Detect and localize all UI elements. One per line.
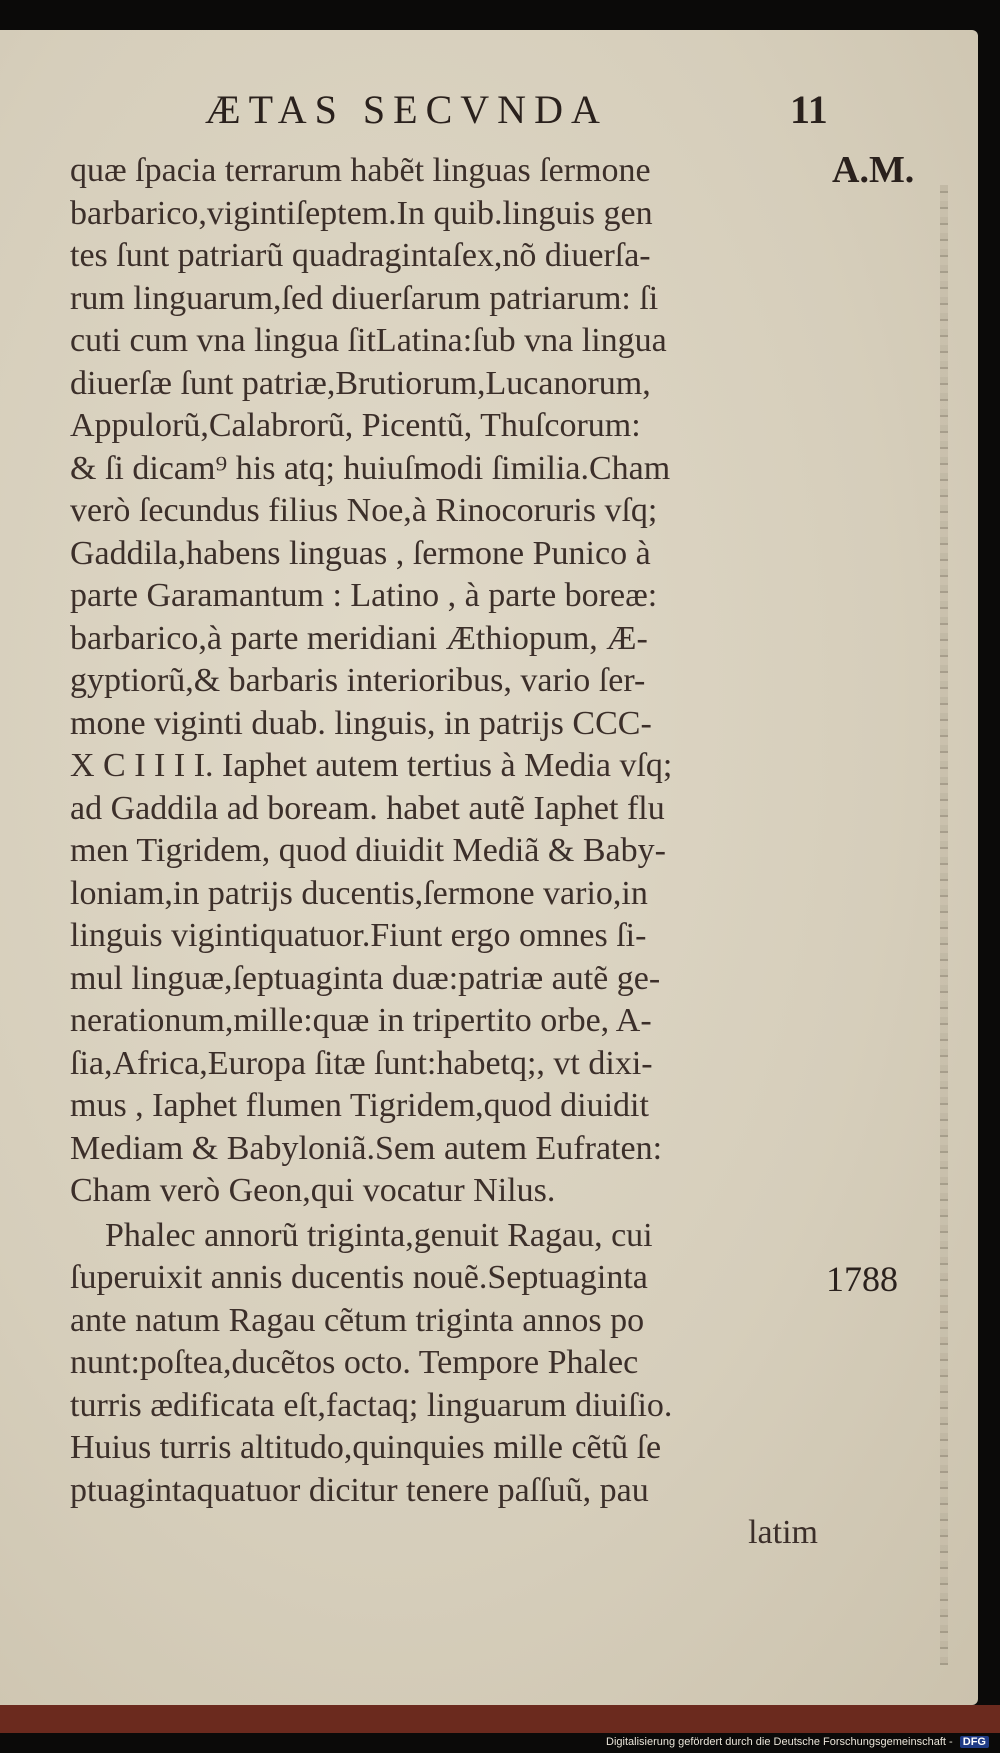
text-line: Cham verò Geon,qui vocatur Nilus.	[70, 1172, 556, 1209]
book-cover-edge	[0, 1705, 1000, 1733]
text-line: barbarico,à parte meridiani Æthiopum, Æ-	[70, 619, 648, 657]
text-line: Huius turris altitudo,quinquies mille cẽtũ ſe	[70, 1429, 662, 1466]
catchword: latim	[748, 1514, 818, 1551]
page-edge-texture	[940, 185, 948, 1665]
text-line: ad Gaddila ad boream. habet autẽ Iaphet flu	[70, 789, 665, 827]
text-line: quæ ſpacia terrarum habẽt linguas ſermone	[70, 152, 651, 189]
text-line: cuti cum vna lingua ſitLatina:ſub vna lingua	[70, 322, 667, 359]
text-line: Phalec annorũ triginta,genuit Ragau, cui	[105, 1216, 653, 1254]
text-line: ſuperuixit annis ducentis nouẽ.Septuaginta	[70, 1259, 648, 1296]
folio-number: 11	[790, 87, 828, 132]
text-line: ptuagintaquatuor dicitur tenere paſſuũ, pau	[70, 1471, 649, 1509]
text-line: mus , Iaphet flumen Tigridem,quod diuidit	[70, 1087, 649, 1124]
text-line: ſia,Africa,Europa ſitæ ſunt:habetq;, vt dixi-	[70, 1044, 653, 1082]
page-text	[70, 150, 830, 1555]
text-line: nerationum,mille:quæ in tripertito orbe, A-	[70, 1002, 652, 1039]
credit-text: Digitalisierung gefördert durch die Deutsche Forschungsgemeinschaft -	[606, 1736, 953, 1748]
text-line: mone viginti duab. linguis, in patrijs CCC-	[70, 704, 652, 742]
text-line: linguis vigintiquatuor.Fiunt ergo omnes ſi-	[70, 917, 647, 954]
text-line: men Tigridem, quod diuidit Mediã & Baby-	[70, 832, 666, 869]
text-line: parte Garamantum : Latino , à parte boreæ:	[70, 577, 658, 614]
margin-note-am: A.M.	[832, 149, 915, 191]
text-line: Mediam & Babyloniã.Sem autem Eufraten:	[70, 1129, 663, 1167]
margin-note-year: 1788	[826, 1259, 898, 1299]
text-line: Appulorũ,Calabrorũ, Picentũ, Thuſcorum:	[70, 407, 641, 444]
text-line: tes ſunt patriarũ quadragintaſex,nõ diuerſa-	[70, 237, 651, 274]
text-line: & ſi dicam⁹ his atq; huiuſmodi ſimilia.Cham	[70, 449, 671, 487]
text-line: X C I I I I. Iaphet autem tertius à Media vſq;	[70, 747, 673, 784]
dfg-logo: DFG	[960, 1736, 989, 1748]
text-line: nunt:poſtea,ducẽtos octo. Tempore Phalec	[70, 1344, 639, 1381]
text-line: barbarico,vigintiſeptem.In quib.linguis gen	[70, 194, 653, 232]
text-line: gyptiorũ,& barbaris interioribus, vario ſer-	[70, 662, 646, 699]
text-line: loniam,in patrijs ducentis,ſermone vario,in	[70, 874, 648, 912]
text-line: ante natum Ragau cẽtum triginta annos po	[70, 1301, 645, 1339]
text-line: rum linguarum,ſed diuerſarum patriarum: ſi	[70, 279, 659, 317]
running-title: ÆTAS SECVNDA	[205, 87, 608, 132]
text-line: mul linguæ,ſeptuaginta duæ:patriæ autẽ ge-	[70, 959, 661, 997]
text-line: turris ædificata eſt,factaq; linguarum diuiſio.	[70, 1386, 673, 1424]
text-line: diuerſæ ſunt patriæ,Brutiorum,Lucanorum,	[70, 364, 651, 402]
text-line: verò ſecundus filius Noe,à Rinocoruris vſq;	[70, 492, 658, 529]
digitization-credit	[606, 1736, 989, 1748]
text-line: Gaddila,habens linguas , ſermone Punico à	[70, 534, 651, 572]
